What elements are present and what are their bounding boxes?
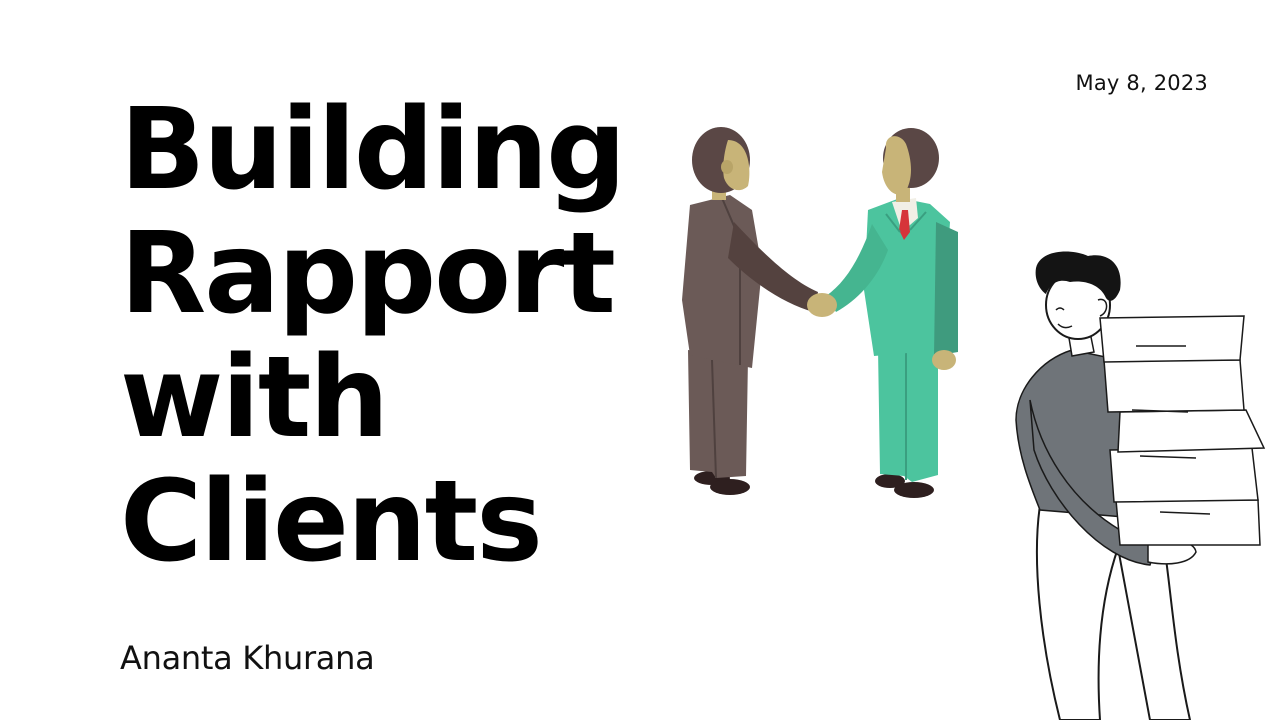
slide-date: May 8, 2023 [1075, 71, 1208, 95]
green-suit-man [826, 128, 958, 498]
title-line: Rapport [120, 209, 614, 339]
brown-suit-man [682, 127, 818, 495]
handshake-hands [807, 293, 837, 317]
title-line: Building [120, 85, 625, 215]
title-line: Clients [120, 457, 541, 587]
person-carrying-papers-illustration [1016, 252, 1264, 720]
handshake-illustration [682, 127, 958, 498]
title-line: with [120, 333, 388, 463]
paper-stack [1100, 316, 1264, 545]
author-name: Ananta Khurana [120, 639, 375, 677]
